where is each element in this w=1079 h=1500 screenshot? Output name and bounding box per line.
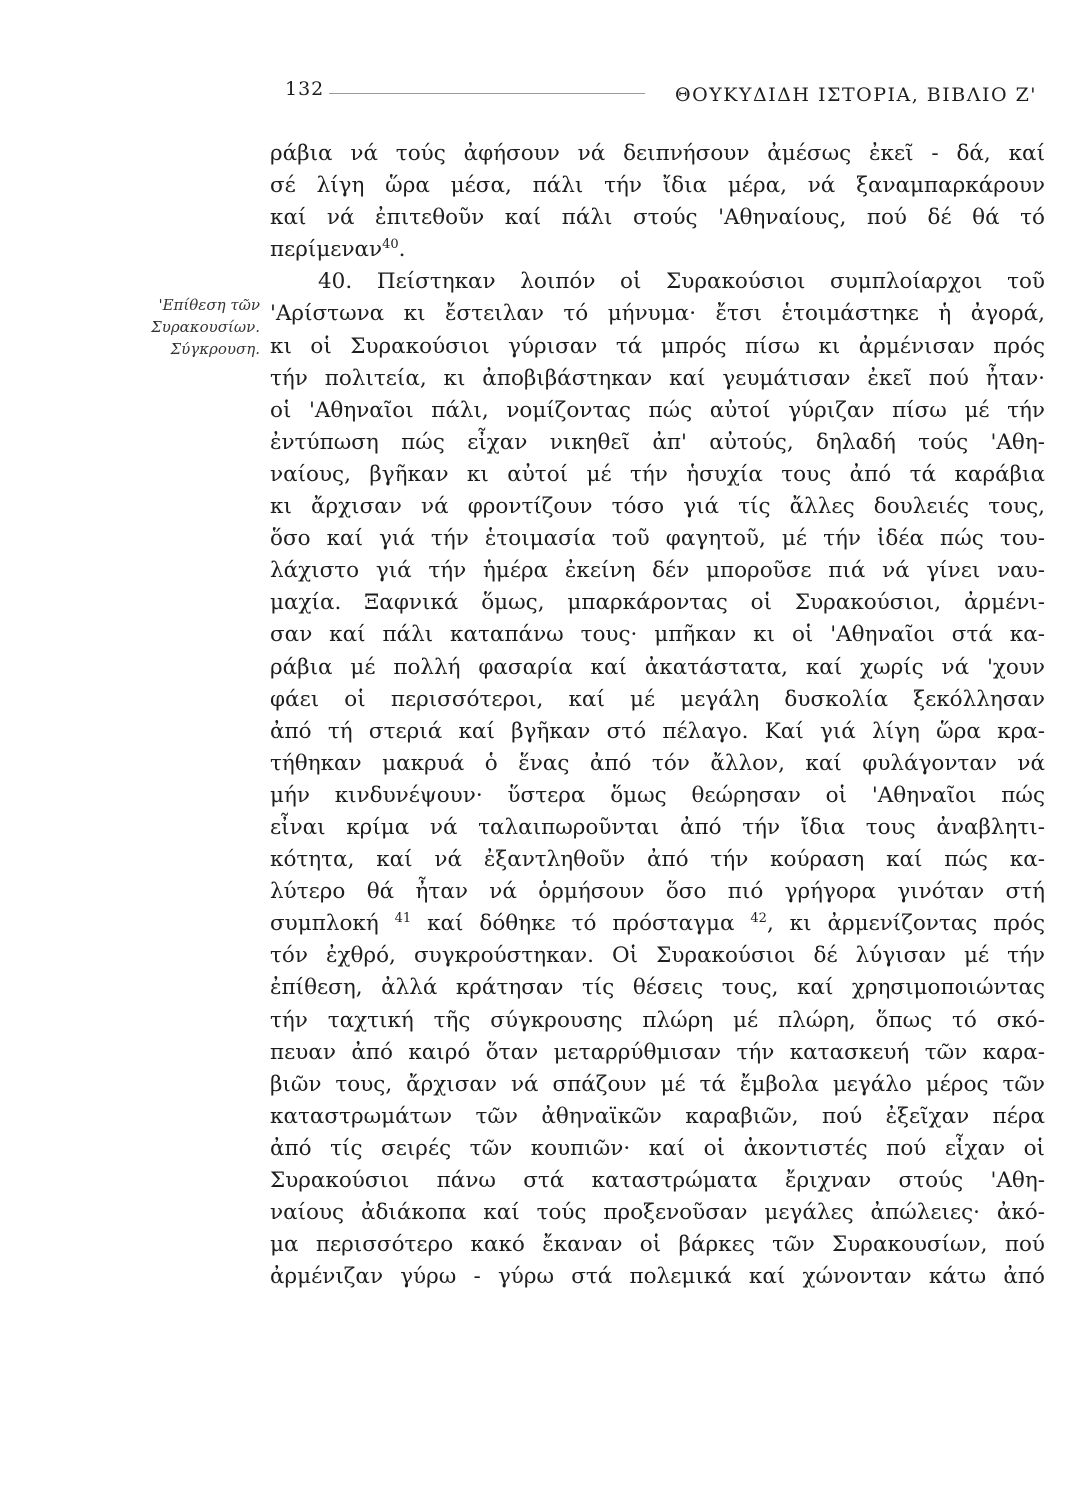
text-line: εἶναι κρίμα νά ταλαιπωροῦνται ἀπό τήν ἴδια τους ἀναβλητι-: [270, 814, 1045, 840]
text-line: μα περισσότερο κακό ἔκαναν οἱ βάρκες τῶν Συρακουσίων, πού: [270, 1232, 1045, 1258]
text-line: Συρακούσιοι πάνω στά καταστρώματα ἔριχναν στούς 'Αθη-: [270, 1168, 1045, 1193]
text-line: κι ἄρχισαν νά φροντίζουν τόσο γιά τίς ἄλλες δουλειές τους,: [270, 494, 1045, 520]
text-line: ἀρμένιζαν γύρω - γύρω στά πολεμικά καί χώνονταν κάτω ἀπό: [270, 1264, 1045, 1290]
text-line: κι οἱ Συρακούσιοι γύρισαν τά μπρός πίσω κι ἀρμένισαν πρός: [270, 333, 1045, 359]
body-text: [270, 138, 1045, 1293]
text-line: τόν ἐχθρό, συγκρούστηκαν. Οἱ Συρακούσιοι δέ λύγισαν μέ τήν: [270, 943, 1045, 969]
paragraph-start-line: 40. Πείστηκαν λοιπόν οἱ Συρακούσιοι συμπλοίαρχοι τοῦ: [318, 269, 1045, 295]
text-line: τήν ταχτική τῆς σύγκρουσης πλώρη μέ πλώρη, ὅπως τό σκό-: [270, 1007, 1045, 1033]
text-line: ναίους ἀδιάκοπα καί τούς προξενοῦσαν μεγάλες ἀπώλειες· ἀκό-: [270, 1200, 1045, 1226]
footnote-ref[interactable]: 40: [382, 237, 399, 253]
text-line: βιῶν τους, ἄρχισαν νά σπάζουν μέ τά ἔμβολα μεγάλο μέρος τῶν: [270, 1071, 1045, 1097]
text-fragment: .: [398, 237, 406, 263]
text-line: καταστρωμάτων τῶν ἀθηναϊκῶν καραβιῶν, πού ἐξεῖχαν πέρα: [270, 1103, 1045, 1129]
text-fragment: περίμεναν: [270, 237, 383, 263]
text-line: μήν κινδυνέψουν· ὕστερα ὅμως θεώρησαν οἱ 'Αθηναῖοι πώς: [270, 782, 1045, 808]
margin-note: [90, 294, 260, 360]
text-fragment: συμπλοκή: [270, 911, 379, 937]
text-line: σαν καί πάλι καταπάνω τους· μπῆκαν κι οἱ 'Αθηναῖοι στά κα-: [270, 622, 1045, 648]
text-fragment: καί δόθηκε τό πρόσταγμα: [411, 911, 735, 937]
text-line: λάχιστο γιά τήν ἡμέρα ἐκείνη δέν μποροῦσε πιά νά γίνει ναυ-: [270, 558, 1045, 584]
text-line: καί νά ἐπιτεθοῦν καί πάλι στούς 'Αθηναίους, πού δέ θά τό: [270, 205, 1045, 231]
running-head: ΘΟΥΚΥΔΙΔΗ ΙΣΤΟΡΙΑ, ΒΙΒΛΙΟ Ζ': [675, 84, 1037, 106]
header-rule: [329, 93, 645, 94]
margin-note-line: 'Επίθεση τῶν: [158, 296, 260, 314]
text-line: φάει οἱ περισσότεροι, καί μέ μεγάλη δυσκολία ξεκόλλησαν: [270, 686, 1045, 712]
margin-note-line: Συρακουσίων.: [151, 318, 260, 336]
footnote-ref[interactable]: 41: [394, 911, 412, 927]
text-line: κότητα, καί νά ἐξαντληθοῦν ἀπό τήν κούραση καί πώς κα-: [270, 847, 1045, 873]
text-line: ὅσο καί γιά τήν ἑτοιμασία τοῦ φαγητοῦ, μέ τήν ἰδέα πώς του-: [270, 526, 1045, 552]
text-line: ράβια μέ πολλή φασαρία καί ἀκατάστατα, καί χωρίς νά 'χουν: [270, 654, 1045, 680]
text-line: πευαν ἀπό καιρό ὅταν μεταρρύθμισαν τήν κατασκευή τῶν καρα-: [270, 1039, 1045, 1065]
text-line-with-footnotes: [270, 908, 1045, 940]
text-line: 'Αρίστωνα κι ἔστειλαν τό μήνυμα· ἔτσι ἑτοιμάστηκε ἡ ἀγορά,: [270, 301, 1045, 327]
text-line: ἀπό τή στεριά καί βγῆκαν στό πέλαγο. Καί γιά λίγη ὥρα κρα-: [270, 718, 1045, 744]
text-line: μαχία. Ξαφνικά ὅμως, μπαρκάροντας οἱ Συρακούσιοι, ἀρμένι-: [270, 590, 1045, 616]
text-line: σέ λίγη ὥρα μέσα, πάλι τήν ἴδια μέρα, νά ξαναμπαρκάρουν: [270, 173, 1045, 199]
text-line: ναίους, βγῆκαν κι αὐτοί μέ τήν ἡσυχία τους ἀπό τά καράβια: [270, 461, 1045, 487]
text-line: [270, 234, 1045, 266]
text-fragment: , κι ἀρμενίζοντας πρός: [766, 911, 1045, 937]
margin-note-line: Σύγκρουση.: [170, 340, 260, 358]
page-number: 132: [285, 78, 325, 100]
text-line: ράβια νά τούς ἀφήσουν νά δειπνήσουν ἀμέσως ἐκεῖ - δά, καί: [270, 141, 1045, 166]
footnote-ref[interactable]: 42: [750, 911, 767, 927]
text-line: ἀπό τίς σειρές τῶν κουπιῶν· καί οἱ ἀκοντιστές πού εἶχαν οἱ: [270, 1135, 1045, 1161]
text-line: τήθηκαν μακρυά ὁ ἕνας ἀπό τόν ἄλλον, καί φυλάγονταν νά: [270, 750, 1045, 776]
text-line: ἐντύπωση πώς εἶχαν νικηθεῖ ἀπ' αὐτούς, δηλαδή τούς 'Αθη-: [270, 429, 1045, 455]
text-line: λύτερο θά ἦταν νά ὁρμήσουν ὅσο πιό γρήγορα γινόταν στή: [270, 879, 1045, 905]
text-line: οἱ 'Αθηναῖοι πάλι, νομίζοντας πώς αὐτοί γύριζαν πίσω μέ τήν: [270, 397, 1045, 423]
text-line: τήν πολιτεία, κι ἀποβιβάστηκαν καί γευμάτισαν ἐκεῖ πού ἦταν·: [270, 365, 1045, 391]
page-header: [285, 78, 1045, 108]
text-line: ἐπίθεση, ἀλλά κράτησαν τίς θέσεις τους, καί χρησιμοποιώντας: [270, 975, 1045, 1001]
